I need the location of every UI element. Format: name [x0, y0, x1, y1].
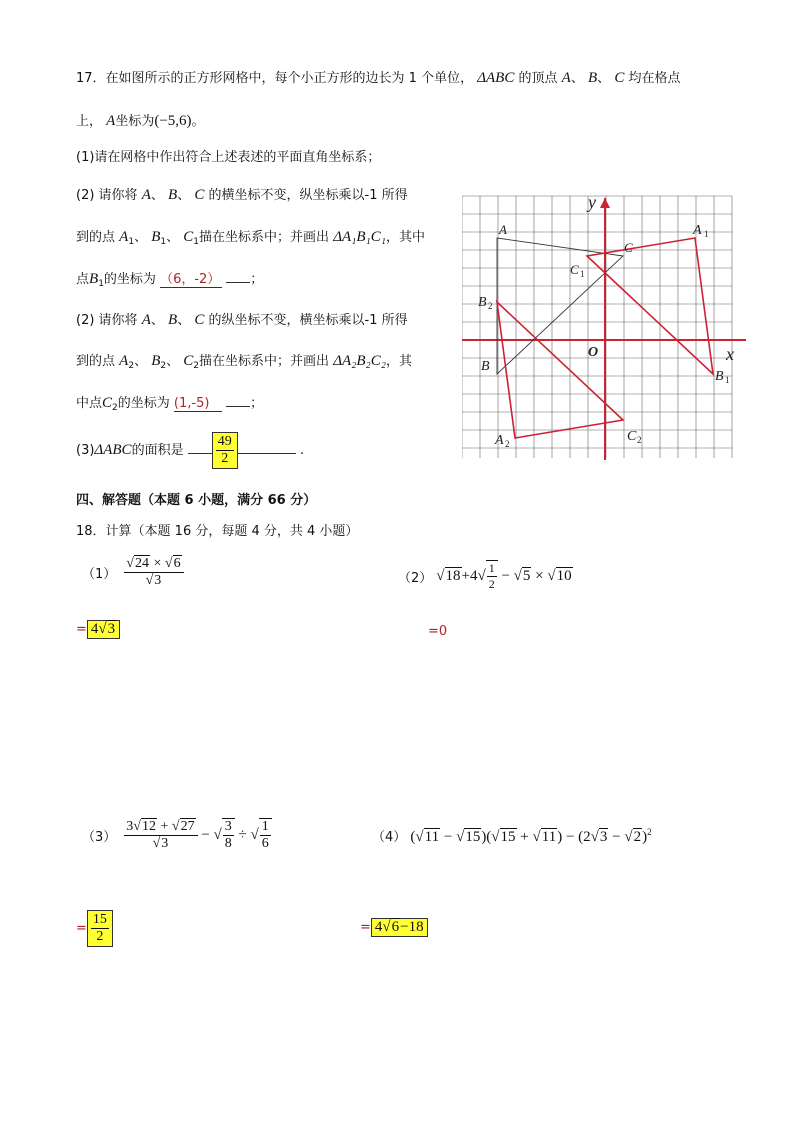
label-b1: B — [715, 369, 724, 384]
q18-item3: （3） $\frac{3√12 + √27}{√3}$ − √ $\frac{3}{8}$ ÷ √ $\frac{1}{6}$ — [82, 818, 272, 852]
label-a2: A — [495, 433, 504, 448]
section-title: 四、解答题（本题 6 小题，满分 66 分） — [76, 493, 317, 508]
svg-text:1: 1 — [725, 375, 730, 385]
label-c1: C — [570, 262, 579, 277]
label-b2: B — [478, 295, 487, 310]
q17-part2-line3: 点$B_1$的坐标为 （6，-2） ； — [76, 268, 263, 288]
q17-part3-line3: 中点$C_2$的坐标为 (1,-5) ； — [76, 395, 264, 413]
q17-part2-line1: (2) 请你将 A、 B、 C 的横坐标不变，纵坐标乘以-1 所得 — [76, 187, 408, 203]
q17-part3-line1: (2) 请你将 A、 B、 C 的纵坐标不变，横坐标乘以-1 所得 — [76, 312, 408, 328]
answer-area: $\frac{49}{2}$ — [212, 432, 238, 469]
y-axis-arrow — [600, 198, 610, 208]
origin-label: O — [588, 345, 599, 360]
svg-text:1: 1 — [704, 229, 709, 239]
svg-text:2: 2 — [505, 439, 510, 449]
label-a: A — [499, 222, 507, 237]
svg-text:1: 1 — [580, 269, 585, 279]
label-c2: C — [627, 429, 637, 444]
axis-label-y: y — [588, 194, 596, 212]
q18-item4-answer: = 4√6−18 — [360, 918, 428, 937]
q18-item4: （4） $(√11 - √15)(√15 + √11) - (2√3 - √2)^2$ — [372, 827, 652, 845]
svg-text:2: 2 — [637, 435, 642, 445]
q18-item3-answer: = $\frac{15}{2}$ — [76, 910, 113, 947]
answer-c2-coord: (1,-5) — [174, 396, 222, 412]
label-b: B — [481, 359, 490, 374]
q17-line1: 17．在如图所示的正方形网格中，每个小正方形的边长为 1 个单位， ΔABC 的顶点 A、 B、 C 均在格点 — [76, 70, 681, 86]
label-c: C — [624, 240, 633, 255]
q17-part3-line2: 到的点 $A_2$、 $B_2$、 $C_2$描在坐标系中；并画出 ΔA₂B₂C₂，其 — [76, 353, 412, 371]
svg-text:2: 2 — [488, 301, 493, 311]
q17-line2: 上， A坐标为(−5,6)。 — [76, 113, 205, 129]
q17-part2-line2: 到的点 $A_1$、 $B_1$、 $C_1$描在坐标系中；并画出 ΔA₁B₁C₁，其中 — [76, 229, 425, 247]
q17-part1: (1)请在网格中作出符合上述表述的平面直角坐标系； — [76, 150, 381, 165]
coordinate-grid-figure — [462, 194, 746, 460]
q18-title: 18．计算（本题 16 分，每题 4 分，共 4 小题） — [76, 524, 359, 539]
q17-part4: (3)ΔABC的面积是 $\frac{49}{2}$ . — [76, 432, 304, 469]
answer-b1-coord: （6，-2） — [160, 268, 222, 288]
q18-item1: （1） $\frac{√24 \times √6}{√3}$ — [82, 556, 184, 589]
q18-item2-answer: =0 — [428, 624, 448, 639]
q18-item2: （2） √ 18 +4 √ $\frac{1}{2}$ − √ 5 × √ 10 — [398, 561, 572, 591]
label-a1: A — [693, 223, 702, 238]
q18-item1-answer: = 4√3 — [76, 620, 120, 639]
axis-label-x: x — [726, 344, 734, 364]
